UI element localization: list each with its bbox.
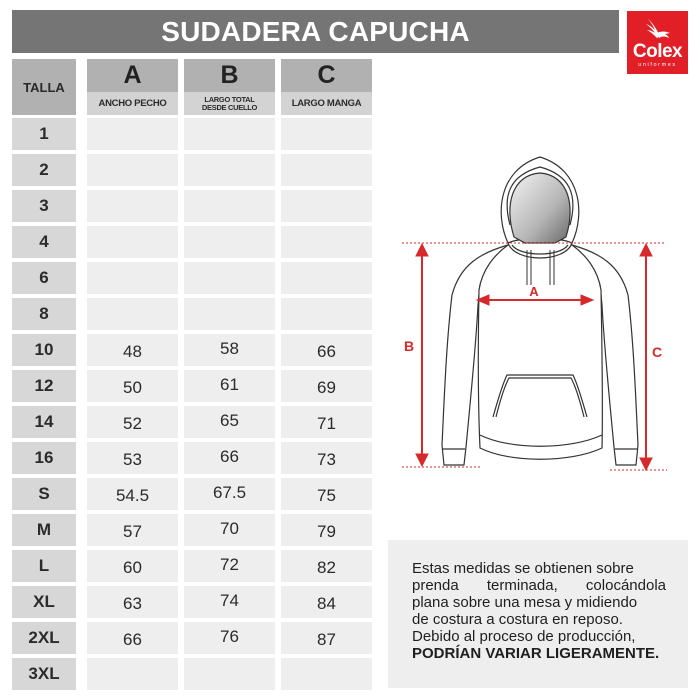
value-b-cell [184, 298, 275, 330]
column-label-b-line1: LARGO TOTAL [204, 94, 255, 104]
size-cell: 6 [12, 262, 76, 294]
value-c-cell [281, 190, 372, 222]
value-c-cell [281, 226, 372, 258]
value-a-cell [87, 226, 178, 258]
table-row [0, 478, 380, 510]
value-b-cell: 66 [184, 442, 275, 474]
value-b-cell: 61 [184, 370, 275, 402]
table-row [0, 514, 380, 546]
value-c-cell: 66 [281, 334, 372, 366]
value-a-cell [87, 154, 178, 186]
table-row [0, 658, 380, 690]
value-a-cell: 48 [87, 334, 178, 366]
value-b-cell: 67.5 [184, 478, 275, 510]
value-b-cell [184, 118, 275, 150]
brand-tagline: uniformes [638, 62, 677, 68]
size-cell: 2XL [12, 622, 76, 654]
value-b-cell [184, 658, 275, 690]
table-row [0, 262, 380, 294]
value-c-cell [281, 298, 372, 330]
value-a-cell: 52 [87, 406, 178, 438]
size-cell: 4 [12, 226, 76, 258]
size-cell: 1 [12, 118, 76, 150]
column-letter-c: C [281, 59, 372, 92]
size-cell: 16 [12, 442, 76, 474]
value-a-cell: 66 [87, 622, 178, 654]
bird-wing-icon [643, 16, 673, 44]
table-row [0, 226, 380, 258]
value-c-cell: 87 [281, 622, 372, 654]
value-c-cell: 73 [281, 442, 372, 474]
table-row [0, 550, 380, 582]
column-label-b-line2: DESDE CUELLO [201, 102, 258, 112]
table-row [0, 118, 380, 150]
column-header-b [184, 59, 275, 115]
brand-name: Colex [632, 41, 683, 62]
table-row [0, 190, 380, 222]
value-b-cell: 76 [184, 622, 275, 654]
size-cell: 14 [12, 406, 76, 438]
value-b-cell: 70 [184, 514, 275, 546]
value-a-cell [87, 298, 178, 330]
value-c-cell [281, 658, 372, 690]
value-a-cell [87, 190, 178, 222]
size-column-header-label: TALLA [23, 79, 65, 95]
brand-logo [627, 11, 688, 74]
value-a-cell: 60 [87, 550, 178, 582]
value-c-cell: 69 [281, 370, 372, 402]
column-letter-a: A [87, 59, 178, 92]
table-row [0, 334, 380, 366]
size-column-header [12, 59, 76, 115]
measurement-label-c: C [651, 344, 663, 360]
value-b-cell [184, 190, 275, 222]
size-cell: L [12, 550, 76, 582]
value-b-cell: 72 [184, 550, 275, 582]
note-line: Debido al proceso de producción, [412, 628, 636, 645]
note-line: Estas medidas se obtienen sobre [412, 560, 634, 577]
table-row [0, 622, 380, 654]
column-header-c [281, 59, 372, 115]
value-b-cell: 58 [184, 334, 275, 366]
value-a-cell: 53 [87, 442, 178, 474]
value-c-cell [281, 262, 372, 294]
column-letter-b: B [184, 59, 275, 92]
value-c-cell: 79 [281, 514, 372, 546]
size-cell: 10 [12, 334, 76, 366]
table-row [0, 298, 380, 330]
size-cell: 8 [12, 298, 76, 330]
measurement-note [388, 540, 688, 688]
column-label-a: ANCHO PECHO [87, 92, 178, 115]
table-row [0, 586, 380, 618]
table-row [0, 442, 380, 474]
value-c-cell [281, 154, 372, 186]
value-a-cell: 54.5 [87, 478, 178, 510]
measurement-label-b: B [403, 338, 415, 354]
page-title [12, 10, 619, 53]
value-b-cell [184, 262, 275, 294]
size-cell: 3 [12, 190, 76, 222]
hoodie-measurement-diagram [390, 145, 695, 485]
column-label-c: LARGO MANGA [281, 92, 372, 115]
size-cell: 2 [12, 154, 76, 186]
value-a-cell [87, 262, 178, 294]
value-b-cell: 65 [184, 406, 275, 438]
size-cell: S [12, 478, 76, 510]
size-cell: 12 [12, 370, 76, 402]
value-a-cell: 63 [87, 586, 178, 618]
column-header-a [87, 59, 178, 115]
note-line: prenda terminada, colocándola [412, 577, 666, 594]
value-b-cell [184, 226, 275, 258]
table-row [0, 370, 380, 402]
value-b-cell [184, 154, 275, 186]
note-emphasis: PODRÍAN VARIAR LIGERAMENTE. [412, 645, 660, 662]
size-cell: XL [12, 586, 76, 618]
value-c-cell [281, 118, 372, 150]
note-line: plana sobre una mesa y midiendo [412, 594, 638, 611]
value-c-cell: 82 [281, 550, 372, 582]
table-row [0, 154, 380, 186]
hoodie-icon [442, 157, 638, 465]
table-row [0, 406, 380, 438]
page-title-text: SUDADERA CAPUCHA [161, 15, 470, 47]
note-line: de costura a costura en reposo. [412, 611, 623, 628]
measurement-label-a: A [529, 284, 539, 299]
value-a-cell: 57 [87, 514, 178, 546]
value-a-cell [87, 118, 178, 150]
size-cell: M [12, 514, 76, 546]
size-cell: 3XL [12, 658, 76, 690]
value-c-cell: 71 [281, 406, 372, 438]
value-b-cell: 74 [184, 586, 275, 618]
value-a-cell [87, 658, 178, 690]
value-a-cell: 50 [87, 370, 178, 402]
value-c-cell: 84 [281, 586, 372, 618]
column-label-b [184, 92, 275, 115]
value-c-cell: 75 [281, 478, 372, 510]
